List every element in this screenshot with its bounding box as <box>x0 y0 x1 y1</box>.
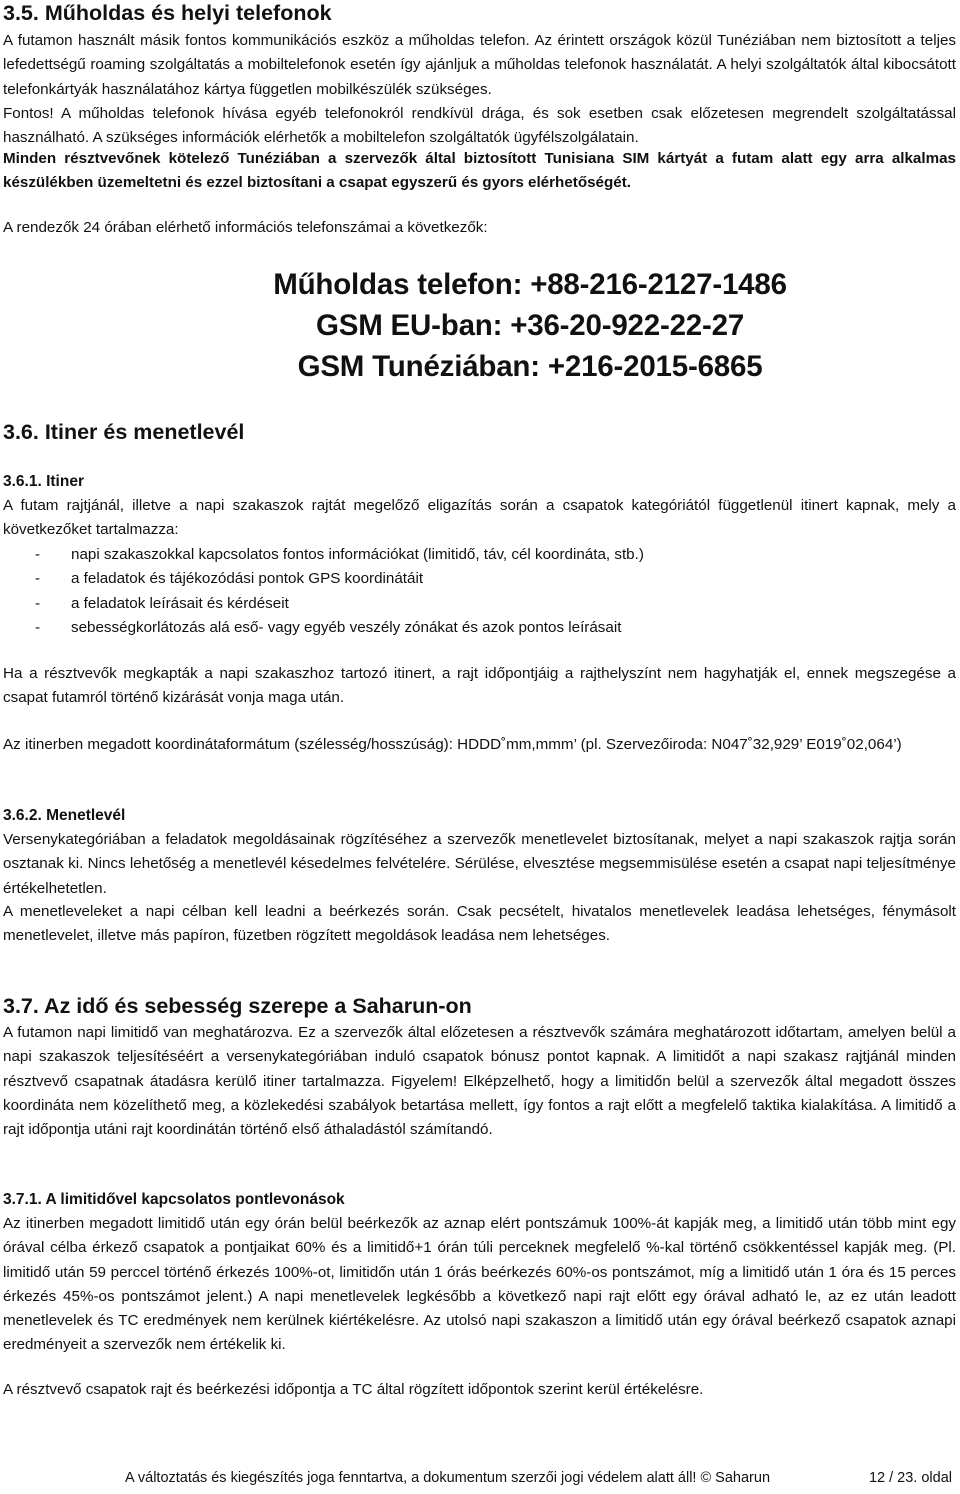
phone-gsm-tunisia: GSM Tunéziában: +216-2015-6865 <box>297 350 763 383</box>
section-3-6-1-paragraph-3: Az itinerben megadott koordinátaformátum (szélesség/hosszúság): HDDD˚mm,mmm’ (pl. Szervezőiroda: N047˚32,929’ E019˚02,064’) <box>3 736 902 753</box>
list-item: - sebességkorlátozás alá eső- vagy egyéb veszély zónákat és azok pontos leírásait <box>3 616 956 640</box>
phone-gsm-eu: GSM EU-ban: +36-20-922-22-27 <box>315 309 745 342</box>
section-3-6-1-title: 3.6.1. Itiner <box>3 473 84 490</box>
section-3-5-title: 3.5. Műholdas és helyi telefonok <box>3 1 332 25</box>
page-number: 12 / 23. oldal <box>868 1470 952 1486</box>
section-3-6-2-paragraph-2: A menetleveleket a napi célban kell leadni a beérkezés során. Csak pecsételt, hivatalos menetlevelek leadása lehetséges, fénymásolt menetlevelet, illetve más papíron, füzetben rögzített megoldások leadása nem lehetséges. <box>3 903 956 945</box>
list-dash: - <box>35 594 41 612</box>
section-3-6-1-paragraph-1: A futam rajtjánál, illetve a napi szakaszok rajtát megelőző eligazítás során a csapatok kategóriától függetlenül itinert kapnak, mely a következőket tartalmazza: <box>3 497 956 539</box>
section-3-5-paragraph-1: A futamon használt másik fontos kommunikációs eszköz a műholdas telefon. Az érintett országok közül Tunéziában nem biztosított a teljes lefedettségű roaming szolgáltatás a mobiltelefonok esetén így ajánljuk a műholdas telefonok használatát. A helyi szolgáltatók által kibocsátott telefonkártyák használatához kártya független mobilkészülék szükséges. <box>3 32 956 98</box>
phone-numbers <box>210 264 850 387</box>
list-dash: - <box>35 546 41 563</box>
phone-satellite: Műholdas telefon: +88-216-2127-1486 <box>273 268 787 301</box>
section-3-5-paragraph-2: Fontos! A műholdas telefonok hívása egyéb telefonokról rendkívül drága, és sok esetben csak előzetesen megrendelt szolgáltatással használható. A szükséges információk elérhetők a mobiltelefon szolgáltatók ügyfélszolgálatain. <box>3 105 956 147</box>
itiner-contents-list <box>3 543 956 640</box>
section-3-7-1-paragraph-2: A résztvevő csapatok rajt és beérkezési időpontja a TC által rögzített időpontok szerint kerül értékelésre. <box>3 1381 704 1398</box>
section-3-6-2-title: 3.6.2. Menetlevél <box>3 807 126 824</box>
section-3-6-title: 3.6. Itiner és menetlevél <box>3 420 245 444</box>
section-3-7-title: 3.7. Az idő és sebesség szerepe a Saharun-on <box>3 994 472 1018</box>
list-dash: - <box>35 618 41 636</box>
list-item: - a feladatok és tájékozódási pontok GPS koordinátáit <box>3 567 956 591</box>
list-item: - napi szakaszokkal kapcsolatos fontos információkat (limitidő, táv, cél koordináta, stb.) <box>3 543 956 567</box>
list-dash: - <box>35 570 41 588</box>
list-item: - a feladatok leírásait és kérdéseit <box>3 592 956 616</box>
section-3-7-1-title: 3.7.1. A limitidővel kapcsolatos pontlevonások <box>3 1191 345 1208</box>
section-3-5-paragraph-bold: Minden résztvevőnek kötelező Tunéziában a szervezők által biztosított Tunisiana SIM kártyát a futam alatt egy arra alkalmas készülékben üzemeltetni és ezzel biztosítani a csapat egyszerű és gyors elérhetőségét. <box>3 150 956 192</box>
section-3-5-phone-intro: A rendezők 24 órában elérhető információs telefonszámai a következők: <box>3 219 488 236</box>
section-3-7-paragraph-1: A futamon napi limitidő van meghatározva. Ez a szervezők által előzetesen a résztvevők számára meghatározott időtartam, amelyen belül a napi szakaszok teljesítéséért a versenykategóriában induló csapatok bónusz pontot kapnak. A limitidőt a napi szakasz rajtjánál minden résztvevő csapatnak átadásra kerülő itiner tartalmazza. Figyelem! Elképzelhető, hogy a limitidőn belül a szervezők által megadott összes koordináta nem közelíthető meg, a közlekedési szabályok betartása mellett, így fontos a rajt előtt a megfelelő taktika kialakítása. A limitidő a rajt időpontja utáni rajt koordinátán történő első áthaladástól számítandó. <box>3 1024 956 1139</box>
section-3-6-1-paragraph-2: Ha a résztvevők megkapták a napi szakaszhoz tartozó itinert, a rajt időpontjáig a rajthelyszínt nem hagyhatják el, ennek megszegése a csapat futamról történő kizárását vonja maga után. <box>3 665 956 707</box>
section-3-7-1-paragraph-1: Az itinerben megadott limitidő után egy órán belül beérkezők az aznap elért pontszámuk 100%-át kapják meg, a limitidő után több mint egy órával célba érkező csapatok a pontjaikat 60% és a limitidő+1 órán túli perceknek megfelelő %-kal történő csökkentéssel kapják meg. (Pl. limitidő után 59 perccel történő érkezés 100%-ot, limitidőn után 1 órás beérkezés 60%-os pontszámot, míg a limitidő után 1 óra és 15 perces érkezés 45%-os pontszámot jelent.) A napi menetlevelek legkésőbb a következő napi rajt előtt egy órával adható le, az ez után leadott menetlevelek és TC eredmények nem kerülnek kiértékelésre. Az utolsó napi szakaszon a limitidő után egy órával beérkező csapatok aznapi eredményeit a szervezők nem értékelik ki. <box>3 1215 956 1354</box>
section-3-6-2-paragraph-1: Versenykategóriában a feladatok megoldásainak rögzítéséhez a szervezők menetlevelet biztosítanak, melyet a napi szakaszok rajtja során osztanak ki. Nincs lehetőség a menetlevél késedelmes felvételére. Sérülése, elvesztése megsemmisülése esetén a csapat napi teljesítménye értékelhetetlen. <box>3 831 956 897</box>
copyright-notice: A változtatás és kiegészítés joga fenntartva, a dokumentum szerzői jogi védelem alatt áll! © Saharun <box>125 1470 771 1486</box>
